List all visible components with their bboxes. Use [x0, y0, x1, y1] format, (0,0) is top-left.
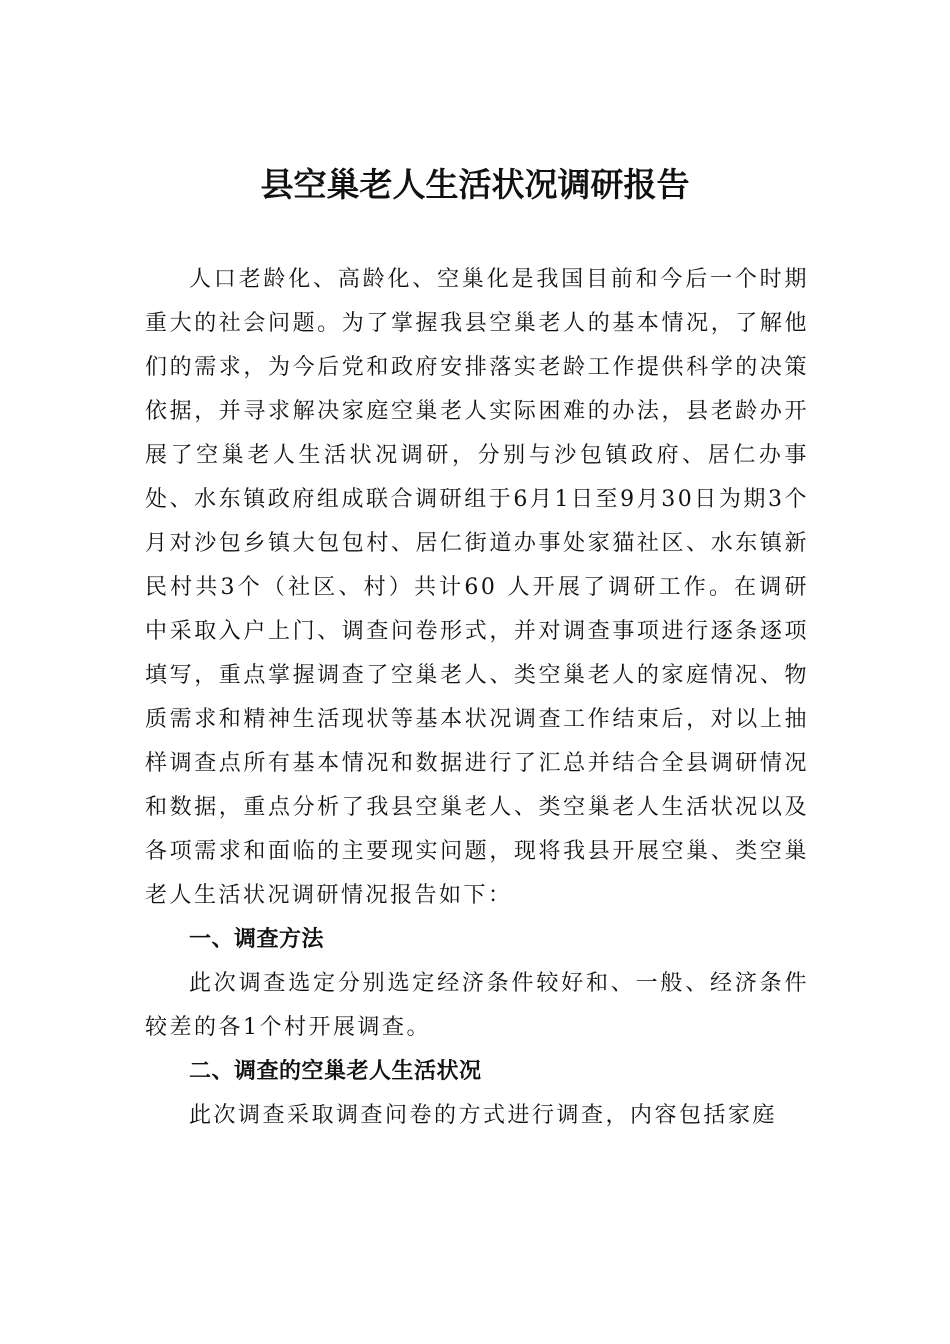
document-body: [145, 258, 809, 1138]
document-title: 县空巢老人生活状况调研报告: [260, 165, 690, 204]
methods-paragraph: 此次调查选定分别选定经济条件较好和、一般、经济条件较差的各1个村开展调查。: [145, 971, 809, 1040]
intro-paragraph: 人口老龄化、高龄化、空巢化是我国目前和今后一个时期重大的社会问题。为了掌握我县空巢老人的基本情况，了解他们的需求，为今后党和政府安排落实老龄工作提供科学的决策依据，并寻求解决家庭空巢老人实际困难的办法，县老龄办开展了空巢老人生活状况调研，分别与沙包镇政府、居仁办事处、水东镇政府组成联合调研组于6月1日至9月30日为期3个月对沙包乡镇大包包村、居仁街道办事处家猫社区、水东镇新民村共3个（社区、村）共计60 人开展了调研工作。在调研中采取入户上门、调查问卷形式，并对调查事项进行逐条逐项填写，重点掌握调查了空巢老人、类空巢老人的家庭情况、物质需求和精神生活现状等基本状况调查工作结束后，对以上抽样调查点所有基本情况和数据进行了汇总并结合全县调研情况和数据，重点分析了我县空巢老人、类空巢老人生活状况以及各项需求和面临的主要现实问题，现将我县开展空巢、类空巢老人生活状况调研情况报告如下：: [145, 267, 809, 908]
section-heading-methods: 一、调查方法: [189, 927, 325, 952]
section-heading-living-status: 二、调查的空巢老人生活状况: [189, 1059, 482, 1084]
living-status-paragraph: 此次调查采取调查问卷的方式进行调查，内容包括家庭: [189, 1103, 778, 1128]
